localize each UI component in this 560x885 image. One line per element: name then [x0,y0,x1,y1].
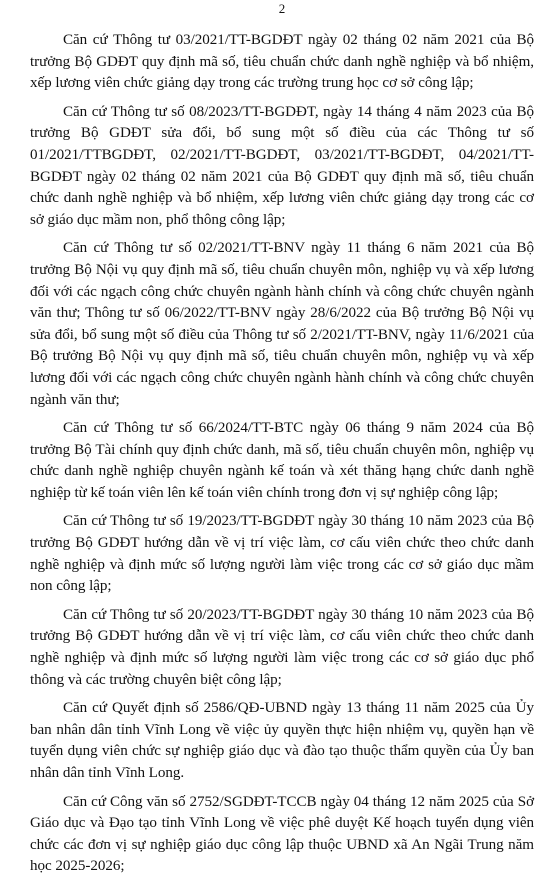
paragraph-circular-03-2021: Căn cứ Thông tư 03/2021/TT-BGDĐT ngày 02 tháng 02 năm 2021 của Bộ trưởng Bộ GDĐT quy định mã số, tiêu chuẩn chức danh nghề nghiệp và bổ nhiệm, xếp lương viên chức giảng dạy trong các trường trung học cơ sở công lập; [30,32,534,92]
paragraph-circular-19-2023: Căn cứ Thông tư số 19/2023/TT-BGDĐT ngày 30 tháng 10 năm 2023 của Bộ trưởng Bộ GDĐT hướng dẫn về vị trí việc làm, cơ cấu viên chức theo chức danh nghề nghiệp và định mức số lượng người làm việc trong các cơ sở giáo dục mầm non công lập; [30,513,534,595]
page-number: 2 [278,1,286,16]
document-page [30,0,534,885]
paragraph-circular-66-2024: Căn cứ Thông tư số 66/2024/TT-BTC ngày 06 tháng 9 năm 2024 của Bộ trưởng Bộ Tài chính quy định chức danh, mã số, tiêu chuẩn chuyên môn, nghiệp vụ chức danh nghề nghiệp chuyên ngành kế toán và xét thăng hạng chức danh nghề nghiệp từ kế toán viên lên kế toán viên chính trong đơn vị sự nghiệp công lập; [30,420,534,501]
paragraph-circular-08-2023: Căn cứ Thông tư số 08/2023/TT-BGDĐT, ngày 14 tháng 4 năm 2023 của Bộ trưởng Bộ GDĐT sửa đổi, bổ sung một số điều của các Thông tư số 01/2021/TTBGDĐT, 02/2021/TT-BGDĐT, 03/2021/TT-BGDĐT, 04/2021/TT-BGDĐT ngày 02 tháng 02 năm 2021 của Bộ GDĐT quy định mã số, tiêu chuẩn chức danh nghề nghiệp và bổ nhiệm, xếp lương viên chức giảng dạy trong các cơ sở giáo dục mầm non, phổ thông công lập; [30,103,534,228]
paragraph-decision-2586: Căn cứ Quyết định số 2586/QĐ-UBND ngày 13 tháng 11 năm 2025 của Ủy ban nhân dân tỉnh Vĩnh Long về việc ủy quyền thực hiện nhiệm vụ, quyền hạn về tuyển dụng viên chức sự nghiệp giáo dục và đào tạo thuộc thẩm quyền của Ủy ban nhân dân tỉnh Vĩnh Long. [30,700,534,781]
paragraph-circular-02-2021-bnv: Căn cứ Thông tư số 02/2021/TT-BNV ngày 11 tháng 6 năm 2021 của Bộ trưởng Bộ Nội vụ quy định mã số, tiêu chuẩn chuyên môn, nghiệp vụ và xếp lương đối với các ngạch công chức chuyên ngành hành chính và công chức chuyên ngành văn thư; Thông tư số 06/2022/TT-BNV ngày 28/6/2022 của Bộ trưởng Bộ Nội vụ sửa đổi, bổ sung một số điều của Thông tư số 2/2021/TT-BNV, ngày 11/6/2021 của Bộ trưởng Bộ Nội vụ quy định mã số, tiêu chuẩn chuyên môn, nghiệp vụ và xếp lương đối với các ngạch công chức chuyên ngành hành chính và công chức chuyên ngành văn thư; [30,240,534,408]
paragraph-circular-20-2023: Căn cứ Thông tư số 20/2023/TT-BGDĐT ngày 30 tháng 10 năm 2023 của Bộ trưởng Bộ GDĐT hướng dẫn về vị trí việc làm, cơ cấu viên chức theo chức danh nghề nghiệp và định mức số lượng người làm việc trong các cơ sở giáo dục phổ thông và các trường chuyên biệt công lập; [30,606,534,688]
paragraph-dispatch-2752: Căn cứ Công văn số 2752/SGDĐT-TCCB ngày 04 tháng 12 năm 2025 của Sở Giáo dục và Đạo tạo tỉnh Vĩnh Long về việc phê duyệt Kế hoạch tuyển dụng viên chức các đơn vị sự nghiệp giáo dục công lập thuộc UBND xã An Ngãi Trung năm học 2025-2026; [30,793,534,875]
